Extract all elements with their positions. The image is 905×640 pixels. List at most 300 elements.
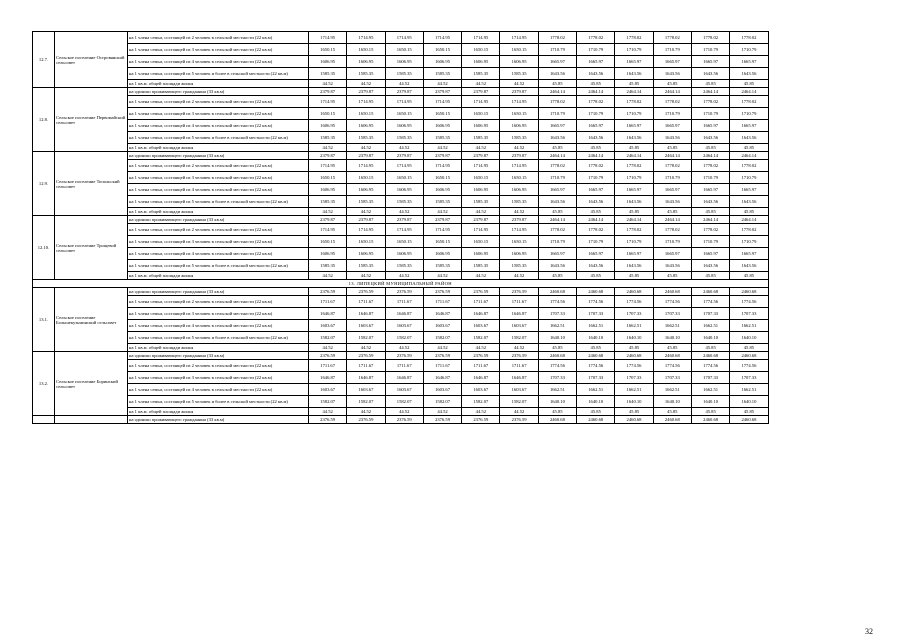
row-description: на 1 члена семьи, состоящей из 2 человек в сельской местности (22 кв.м): [128, 360, 309, 372]
value-cell: 1640.10: [730, 332, 768, 344]
row-description: на 1 члена семьи, состоящей из 2 человек в сельской местности (22 кв.м): [128, 32, 309, 44]
value-cell: 1665.97: [691, 56, 729, 68]
value-cell: 45.85: [653, 80, 691, 88]
value-cell: 1707.33: [730, 372, 768, 384]
value-cell: 1646.87: [309, 308, 347, 320]
value-cell: 1707.33: [577, 372, 615, 384]
value-cell: 1665.97: [577, 248, 615, 260]
value-cell: 1603.67: [309, 384, 347, 396]
value-cell: 1582.07: [500, 332, 538, 344]
value-cell: 1778.02: [691, 96, 729, 108]
value-cell: 2376.59: [423, 416, 461, 424]
value-cell: 1585.35: [500, 196, 538, 208]
value-cell: 2379.87: [309, 88, 347, 96]
row-description: на 1 кв.м. общей площади жилья: [128, 272, 309, 280]
value-cell: 1710.79: [691, 44, 729, 56]
row-description: на 1 члена семьи, состоящей из 3 человек в сельской местности (22 кв.м): [128, 308, 309, 320]
value-cell: 44.52: [423, 80, 461, 88]
value-cell: 2464.14: [538, 216, 576, 224]
value-cell: 1714.95: [423, 96, 461, 108]
value-cell: 1606.95: [423, 120, 461, 132]
value-cell: 1714.95: [309, 224, 347, 236]
value-cell: 1640.10: [615, 332, 653, 344]
value-cell: 1650.15: [309, 172, 347, 184]
value-cell: 1643.56: [730, 260, 768, 272]
value-cell: 45.85: [691, 144, 729, 152]
value-cell: 2376.59: [462, 416, 500, 424]
value-cell: 2379.87: [385, 88, 423, 96]
value-cell: 1640.10: [615, 396, 653, 408]
value-cell: 1778.02: [538, 224, 576, 236]
value-cell: 1582.07: [385, 332, 423, 344]
value-cell: 1640.10: [730, 396, 768, 408]
value-cell: 45.85: [615, 208, 653, 216]
value-cell: 2464.14: [615, 88, 653, 96]
housing-cost-table: [32, 31, 769, 424]
value-cell: 2464.14: [538, 152, 576, 160]
value-cell: 45.85: [615, 80, 653, 88]
value-cell: 1665.97: [538, 184, 576, 196]
value-cell: 44.52: [309, 80, 347, 88]
value-cell: 1585.35: [385, 196, 423, 208]
table-row: [33, 224, 769, 236]
value-cell: 1710.79: [615, 236, 653, 248]
value-cell: 1710.79: [538, 236, 576, 248]
value-cell: 1665.97: [577, 56, 615, 68]
value-cell: 1646.87: [500, 308, 538, 320]
value-cell: 1650.15: [500, 236, 538, 248]
value-cell: 1778.02: [730, 160, 768, 172]
value-cell: 1774.56: [615, 360, 653, 372]
value-cell: 1662.51: [615, 384, 653, 396]
value-cell: 1665.97: [615, 184, 653, 196]
value-cell: 1710.79: [577, 44, 615, 56]
value-cell: 1606.95: [385, 248, 423, 260]
row-description: на одиноко проживающего гражданина (33 кв.м): [128, 88, 309, 96]
value-cell: 1778.02: [730, 96, 768, 108]
value-cell: 2464.14: [538, 88, 576, 96]
value-cell: 2464.14: [691, 216, 729, 224]
value-cell: 45.85: [653, 272, 691, 280]
value-cell: 1603.67: [423, 320, 461, 332]
value-cell: 1711.67: [347, 360, 385, 372]
value-cell: 44.52: [385, 144, 423, 152]
value-cell: 1665.97: [730, 56, 768, 68]
value-cell: 2376.59: [385, 416, 423, 424]
value-cell: 1650.15: [347, 44, 385, 56]
value-cell: 1707.33: [538, 308, 576, 320]
table-row: [33, 360, 769, 372]
value-cell: 45.85: [538, 144, 576, 152]
row-description: на 1 члена семьи, состоящей из 5 человек и более в сельской местности (22 кв.м): [128, 68, 309, 80]
value-cell: 1650.15: [462, 44, 500, 56]
value-cell: 1665.97: [691, 184, 729, 196]
value-cell: 45.85: [653, 144, 691, 152]
value-cell: 45.85: [653, 344, 691, 352]
value-cell: 1606.95: [309, 120, 347, 132]
value-cell: 45.85: [538, 408, 576, 416]
value-cell: 1714.95: [500, 32, 538, 44]
value-cell: 1650.15: [347, 172, 385, 184]
value-cell: 2464.14: [730, 88, 768, 96]
value-cell: 44.52: [385, 344, 423, 352]
value-cell: 2376.59: [347, 416, 385, 424]
value-cell: 1643.56: [615, 196, 653, 208]
value-cell: 1650.15: [423, 236, 461, 248]
row-description: на 1 кв.м. общей площади жилья: [128, 208, 309, 216]
value-cell: 1707.33: [691, 372, 729, 384]
value-cell: 1643.56: [691, 68, 729, 80]
table-row: [33, 216, 769, 224]
value-cell: 1646.87: [385, 372, 423, 384]
value-cell: 1606.95: [462, 120, 500, 132]
value-cell: 1603.67: [347, 384, 385, 396]
district-title: 13. ЛИПЕЦКИЙ МУНИЦИПАЛЬНЫЙ РАЙОН: [33, 280, 769, 288]
value-cell: 1643.56: [577, 132, 615, 144]
settlement-name: Сельское поселение Топольский сельсовет: [55, 152, 128, 216]
value-cell: 2460.68: [730, 416, 768, 424]
value-cell: 1643.56: [653, 132, 691, 144]
value-cell: 1585.35: [500, 260, 538, 272]
value-cell: 2379.87: [423, 216, 461, 224]
value-cell: 1643.56: [538, 260, 576, 272]
value-cell: 1650.15: [423, 44, 461, 56]
value-cell: 2464.14: [577, 88, 615, 96]
value-cell: 1710.79: [730, 44, 768, 56]
value-cell: 1711.67: [462, 360, 500, 372]
value-cell: 1582.07: [309, 396, 347, 408]
value-cell: 1585.35: [347, 196, 385, 208]
value-cell: 1665.97: [730, 120, 768, 132]
value-cell: 1640.10: [653, 332, 691, 344]
value-cell: 1711.67: [385, 360, 423, 372]
value-cell: 1650.15: [385, 108, 423, 120]
value-cell: 1714.95: [462, 224, 500, 236]
value-cell: 45.85: [538, 80, 576, 88]
value-cell: 1714.95: [385, 96, 423, 108]
value-cell: 1585.35: [309, 132, 347, 144]
value-cell: 44.52: [423, 344, 461, 352]
value-cell: 1606.95: [347, 120, 385, 132]
value-cell: 2460.68: [653, 352, 691, 360]
value-cell: 1585.35: [309, 196, 347, 208]
value-cell: 1711.67: [423, 296, 461, 308]
value-cell: 2460.68: [538, 416, 576, 424]
value-cell: 1643.56: [730, 68, 768, 80]
row-description: на 1 члена семьи, состоящей из 3 человек в сельской местности (22 кв.м): [128, 108, 309, 120]
value-cell: 1606.95: [385, 184, 423, 196]
value-cell: 44.52: [462, 144, 500, 152]
row-description: на 1 кв.м. общей площади жилья: [128, 408, 309, 416]
value-cell: 1585.35: [462, 196, 500, 208]
value-cell: 2460.68: [538, 352, 576, 360]
value-cell: 1714.95: [347, 96, 385, 108]
value-cell: 1710.79: [538, 44, 576, 56]
settlement-name: Сельское поселение Большекузьминский сельсовет: [55, 288, 128, 352]
settlement-code: 12.9.: [33, 152, 55, 216]
table-row: [33, 384, 769, 396]
value-cell: 1714.95: [347, 160, 385, 172]
value-cell: 2464.14: [730, 216, 768, 224]
value-cell: 44.52: [347, 144, 385, 152]
value-cell: 1606.95: [309, 184, 347, 196]
value-cell: 1606.95: [423, 184, 461, 196]
table-row: [33, 296, 769, 308]
district-header-row: [33, 280, 769, 288]
value-cell: 2376.59: [423, 352, 461, 360]
value-cell: 1640.10: [538, 396, 576, 408]
value-cell: 1774.56: [538, 360, 576, 372]
value-cell: 1643.56: [691, 132, 729, 144]
value-cell: 1585.35: [462, 260, 500, 272]
value-cell: 2460.68: [653, 288, 691, 296]
value-cell: 1711.67: [385, 296, 423, 308]
value-cell: 44.52: [500, 344, 538, 352]
value-cell: 1585.35: [423, 196, 461, 208]
table-row: [33, 132, 769, 144]
value-cell: 44.52: [423, 208, 461, 216]
value-cell: 1606.95: [500, 184, 538, 196]
value-cell: 1778.02: [615, 160, 653, 172]
value-cell: 1710.79: [615, 44, 653, 56]
value-cell: 1585.35: [347, 260, 385, 272]
value-cell: 1665.97: [653, 56, 691, 68]
value-cell: 1650.15: [385, 44, 423, 56]
value-cell: 1711.67: [500, 296, 538, 308]
value-cell: 2376.59: [423, 288, 461, 296]
value-cell: 1707.33: [615, 308, 653, 320]
value-cell: 45.85: [615, 144, 653, 152]
value-cell: 1650.15: [385, 236, 423, 248]
value-cell: 1778.02: [653, 32, 691, 44]
value-cell: 1643.56: [615, 68, 653, 80]
value-cell: 44.52: [309, 272, 347, 280]
value-cell: 1650.15: [385, 172, 423, 184]
value-cell: 1774.56: [615, 296, 653, 308]
value-cell: 45.85: [577, 144, 615, 152]
value-cell: 1603.67: [500, 320, 538, 332]
value-cell: 2460.68: [691, 352, 729, 360]
value-cell: 1778.02: [730, 32, 768, 44]
value-cell: 1643.56: [577, 196, 615, 208]
value-cell: 1603.67: [309, 320, 347, 332]
value-cell: 1778.02: [653, 224, 691, 236]
table-row: [33, 236, 769, 248]
value-cell: 1643.56: [691, 196, 729, 208]
value-cell: 2460.68: [691, 416, 729, 424]
value-cell: 1710.79: [615, 108, 653, 120]
value-cell: 1640.10: [691, 396, 729, 408]
value-cell: 1778.02: [691, 32, 729, 44]
value-cell: 1665.97: [577, 120, 615, 132]
row-description: на 1 члена семьи, состоящей из 4 человек в сельской местности (22 кв.м): [128, 120, 309, 132]
value-cell: 45.85: [577, 408, 615, 416]
row-description: на 1 кв.м. общей площади жилья: [128, 144, 309, 152]
value-cell: 1585.35: [423, 68, 461, 80]
table-row: [33, 372, 769, 384]
value-cell: 2464.14: [653, 216, 691, 224]
value-cell: 44.52: [423, 272, 461, 280]
value-cell: 1778.02: [538, 160, 576, 172]
settlement-name: [55, 416, 128, 424]
value-cell: 45.85: [691, 344, 729, 352]
value-cell: 1606.95: [347, 184, 385, 196]
value-cell: 1778.02: [691, 160, 729, 172]
value-cell: 1603.67: [500, 384, 538, 396]
table-row: [33, 172, 769, 184]
value-cell: 2464.14: [653, 88, 691, 96]
row-description: на одиноко проживающего гражданина (33 кв.м): [128, 152, 309, 160]
value-cell: 2379.87: [385, 152, 423, 160]
value-cell: 1778.02: [577, 32, 615, 44]
value-cell: 1665.97: [615, 56, 653, 68]
value-cell: 1606.95: [347, 56, 385, 68]
value-cell: 1714.95: [309, 32, 347, 44]
value-cell: 1665.97: [615, 248, 653, 260]
value-cell: 1585.35: [423, 132, 461, 144]
value-cell: 1707.33: [538, 372, 576, 384]
value-cell: 1646.87: [309, 372, 347, 384]
value-cell: 45.85: [730, 408, 768, 416]
value-cell: 1710.79: [653, 44, 691, 56]
value-cell: 44.52: [462, 272, 500, 280]
table-row: [33, 68, 769, 80]
value-cell: 2376.59: [309, 352, 347, 360]
value-cell: 2464.14: [615, 216, 653, 224]
value-cell: 2376.59: [500, 288, 538, 296]
value-cell: 1710.79: [615, 172, 653, 184]
value-cell: 1710.79: [653, 108, 691, 120]
value-cell: 1650.15: [347, 236, 385, 248]
row-description: на одиноко проживающего гражданина (33 кв.м): [128, 288, 309, 296]
settlement-code: 13.2.: [33, 352, 55, 416]
value-cell: 2379.87: [309, 216, 347, 224]
row-description: на 1 члена семьи, состоящей из 2 человек в сельской местности (22 кв.м): [128, 96, 309, 108]
row-description: на 1 члена семьи, состоящей из 4 человек в сельской местности (22 кв.м): [128, 56, 309, 68]
value-cell: 1662.51: [577, 320, 615, 332]
value-cell: 45.85: [577, 80, 615, 88]
row-description: на 1 члена семьи, состоящей из 3 человек в сельской местности (22 кв.м): [128, 372, 309, 384]
value-cell: 1714.95: [462, 96, 500, 108]
value-cell: 1582.07: [462, 332, 500, 344]
value-cell: 1603.67: [385, 384, 423, 396]
settlement-name: Сельское поселение Трощевой сельсовет: [55, 216, 128, 280]
value-cell: 1662.51: [538, 384, 576, 396]
value-cell: 45.85: [691, 272, 729, 280]
table-row: [33, 344, 769, 352]
value-cell: 1714.95: [385, 160, 423, 172]
value-cell: 1650.15: [309, 236, 347, 248]
value-cell: 1643.56: [653, 260, 691, 272]
value-cell: 1585.35: [500, 68, 538, 80]
value-cell: 44.52: [500, 408, 538, 416]
table-row: [33, 144, 769, 152]
value-cell: 1714.95: [462, 32, 500, 44]
value-cell: 1643.56: [615, 132, 653, 144]
value-cell: 1606.95: [462, 184, 500, 196]
value-cell: 44.52: [309, 344, 347, 352]
value-cell: 45.85: [577, 208, 615, 216]
value-cell: 44.52: [385, 80, 423, 88]
value-cell: 44.52: [309, 208, 347, 216]
row-description: на 1 члена семьи, состоящей из 3 человек в сельской местности (22 кв.м): [128, 236, 309, 248]
value-cell: 1643.56: [538, 132, 576, 144]
value-cell: 1714.95: [500, 96, 538, 108]
value-cell: 1646.87: [500, 372, 538, 384]
value-cell: 1711.67: [309, 360, 347, 372]
value-cell: 44.52: [500, 144, 538, 152]
value-cell: 44.52: [309, 144, 347, 152]
value-cell: 1640.10: [538, 332, 576, 344]
table-row: [33, 88, 769, 96]
value-cell: 1707.33: [615, 372, 653, 384]
value-cell: 1585.35: [385, 68, 423, 80]
value-cell: 1662.51: [538, 320, 576, 332]
row-description: на 1 члена семьи, состоящей из 5 человек и более в сельской местности (22 кв.м): [128, 396, 309, 408]
value-cell: 1665.97: [615, 120, 653, 132]
value-cell: 1606.95: [309, 56, 347, 68]
row-description: на 1 члена семьи, состоящей из 5 человек и более в сельской местности (22 кв.м): [128, 332, 309, 344]
value-cell: 44.52: [500, 208, 538, 216]
value-cell: 1643.56: [577, 68, 615, 80]
value-cell: 1707.33: [730, 308, 768, 320]
value-cell: 1665.97: [538, 120, 576, 132]
value-cell: 1606.95: [423, 56, 461, 68]
row-description: на 1 члена семьи, состоящей из 4 человек в сельской местности (22 кв.м): [128, 320, 309, 332]
value-cell: 1640.10: [691, 332, 729, 344]
value-cell: 1665.97: [730, 248, 768, 260]
value-cell: 45.85: [577, 272, 615, 280]
value-cell: 1646.87: [347, 372, 385, 384]
value-cell: 2376.59: [500, 416, 538, 424]
value-cell: 1643.56: [653, 196, 691, 208]
row-description: на 1 члена семьи, состоящей из 2 человек в сельской местности (22 кв.м): [128, 224, 309, 236]
value-cell: 1778.02: [577, 160, 615, 172]
row-description: на 1 кв.м. общей площади жилья: [128, 344, 309, 352]
settlement-code: 12.8.: [33, 88, 55, 152]
value-cell: 1585.35: [423, 260, 461, 272]
value-cell: 1585.35: [500, 132, 538, 144]
value-cell: 1710.79: [730, 236, 768, 248]
value-cell: 2379.87: [347, 88, 385, 96]
value-cell: 45.85: [730, 144, 768, 152]
value-cell: 45.85: [538, 208, 576, 216]
value-cell: 1778.02: [615, 224, 653, 236]
value-cell: 2460.68: [730, 352, 768, 360]
value-cell: 1665.97: [653, 248, 691, 260]
value-cell: 1606.95: [385, 56, 423, 68]
value-cell: 1643.56: [691, 260, 729, 272]
value-cell: 44.52: [347, 272, 385, 280]
table-row: [33, 416, 769, 424]
row-description: на одиноко проживающего гражданина (33 кв.м): [128, 416, 309, 424]
value-cell: 2379.87: [423, 88, 461, 96]
value-cell: 1707.33: [653, 308, 691, 320]
table-row: [33, 56, 769, 68]
value-cell: 44.52: [347, 344, 385, 352]
settlement-code: 12.10.: [33, 216, 55, 280]
value-cell: 1606.95: [309, 248, 347, 260]
row-description: на 1 члена семьи, состоящей из 5 человек и более в сельской местности (22 кв.м): [128, 260, 309, 272]
value-cell: 44.52: [347, 408, 385, 416]
value-cell: 1606.95: [500, 248, 538, 260]
value-cell: 1774.56: [538, 296, 576, 308]
value-cell: 1640.10: [653, 396, 691, 408]
value-cell: 1665.97: [538, 56, 576, 68]
value-cell: 1606.95: [385, 120, 423, 132]
value-cell: 1650.15: [462, 236, 500, 248]
table-row: [33, 208, 769, 216]
